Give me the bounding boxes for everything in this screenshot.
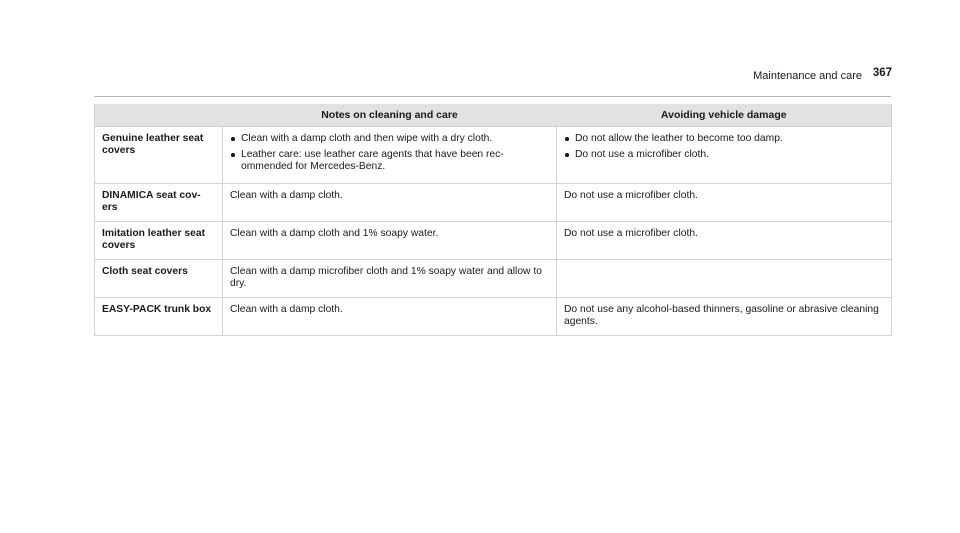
cleaning-care-table <box>94 104 892 336</box>
header-empty <box>95 104 223 127</box>
row-avoid <box>557 260 892 298</box>
row-care: Clean with a damp microfiber cloth and 1% soapy water and allow to dry. <box>223 260 557 298</box>
table-row <box>95 127 892 184</box>
list-item: Do not allow the leather to become too damp. <box>564 133 884 145</box>
row-care: Clean with a damp cloth. <box>223 184 557 222</box>
row-care <box>223 127 557 184</box>
table-row <box>95 298 892 336</box>
section-title: Maintenance and care <box>753 70 862 82</box>
row-item: Genuine leather seat covers <box>95 127 223 184</box>
header-notes: Notes on cleaning and care <box>223 104 557 127</box>
row-avoid: Do not use any alcohol-based thinners, gasoline or abrasive cleaning agents. <box>557 298 892 336</box>
page-number: 367 <box>872 67 892 79</box>
header-rule <box>94 96 891 97</box>
row-item: Imitation leather seat covers <box>95 222 223 260</box>
row-care: Clean with a damp cloth and 1% soapy water. <box>223 222 557 260</box>
row-care: Clean with a damp cloth. <box>223 298 557 336</box>
list-item: Leather care: use leather care agents that have been rec-ommended for Mercedes-Benz. <box>230 149 549 173</box>
care-list <box>230 133 549 173</box>
row-item: Cloth seat covers <box>95 260 223 298</box>
list-item: Clean with a damp cloth and then wipe with a dry cloth. <box>230 133 549 145</box>
row-avoid: Do not use a microfiber cloth. <box>557 222 892 260</box>
table-header-row <box>95 104 892 127</box>
table-row <box>95 184 892 222</box>
list-item: Do not use a microfiber cloth. <box>564 149 884 161</box>
header-avoiding: Avoiding vehicle damage <box>557 104 892 127</box>
row-avoid <box>557 127 892 184</box>
table-row <box>95 222 892 260</box>
row-item: EASY-PACK trunk box <box>95 298 223 336</box>
row-avoid: Do not use a microfiber cloth. <box>557 184 892 222</box>
avoid-list <box>564 133 884 161</box>
table-row <box>95 260 892 298</box>
row-item: DINAMICA seat cov-ers <box>95 184 223 222</box>
